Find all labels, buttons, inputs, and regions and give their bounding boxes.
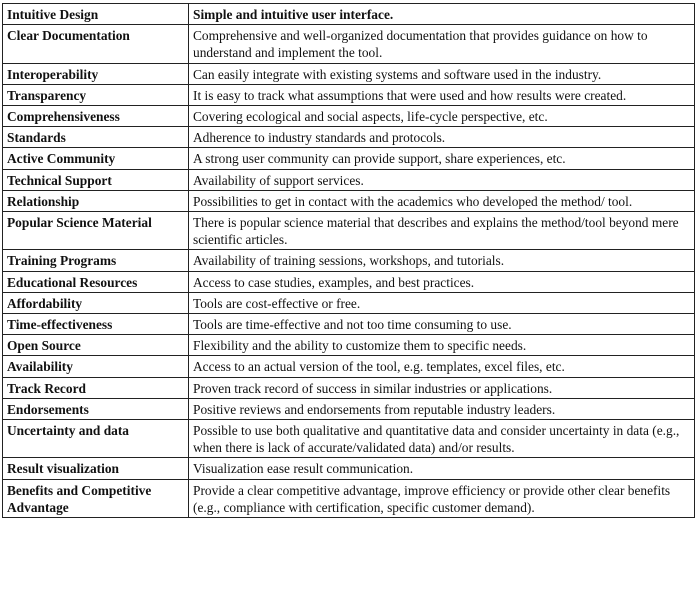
description-cell: Tools are cost-effective or free. <box>189 292 695 313</box>
table-row <box>3 190 695 211</box>
description-cell: Can easily integrate with existing systems and software used in the industry. <box>189 63 695 84</box>
table-row <box>3 314 695 335</box>
description-cell: Possibilities to get in contact with the academics who developed the method/ tool. <box>189 190 695 211</box>
table-row <box>3 377 695 398</box>
description-cell: It is easy to track what assumptions that were used and how results were created. <box>189 84 695 105</box>
table-row <box>3 4 695 25</box>
criterion-cell: Active Community <box>3 148 189 169</box>
description-cell: Visualization ease result communication. <box>189 458 695 479</box>
table-row <box>3 479 695 517</box>
criterion-cell: Educational Resources <box>3 271 189 292</box>
description-cell: Access to case studies, examples, and best practices. <box>189 271 695 292</box>
table-row <box>3 398 695 419</box>
criteria-table <box>2 3 695 518</box>
criterion-cell: Comprehensiveness <box>3 106 189 127</box>
description-cell: Possible to use both qualitative and quantitative data and consider uncertainty in data (e.g., when there is lack of accurate/validated data) and/or results. <box>189 420 695 458</box>
criteria-table-body <box>3 4 695 518</box>
description-cell: Covering ecological and social aspects, life-cycle perspective, etc. <box>189 106 695 127</box>
table-row <box>3 292 695 313</box>
criterion-cell: Availability <box>3 356 189 377</box>
criterion-cell: Training Programs <box>3 250 189 271</box>
criterion-cell: Transparency <box>3 84 189 105</box>
criterion-cell: Time-effectiveness <box>3 314 189 335</box>
criterion-cell: Intuitive Design <box>3 4 189 25</box>
description-cell: Provide a clear competitive advantage, improve efficiency or provide other clear benefits (e.g., compliance with certification, specific customer demand). <box>189 479 695 517</box>
criterion-cell: Popular Science Material <box>3 212 189 250</box>
description-cell: Simple and intuitive user interface. <box>189 4 695 25</box>
table-row <box>3 25 695 63</box>
table-row <box>3 212 695 250</box>
table-row <box>3 63 695 84</box>
description-cell: Adherence to industry standards and protocols. <box>189 127 695 148</box>
description-cell: There is popular science material that describes and explains the method/tool beyond mere scientific articles. <box>189 212 695 250</box>
criterion-cell: Clear Documentation <box>3 25 189 63</box>
criterion-cell: Interoperability <box>3 63 189 84</box>
description-cell: A strong user community can provide support, share experiences, etc. <box>189 148 695 169</box>
table-row <box>3 106 695 127</box>
description-cell: Tools are time-effective and not too time consuming to use. <box>189 314 695 335</box>
description-cell: Access to an actual version of the tool, e.g. templates, excel files, etc. <box>189 356 695 377</box>
description-cell: Flexibility and the ability to customize them to specific needs. <box>189 335 695 356</box>
description-cell: Availability of training sessions, workshops, and tutorials. <box>189 250 695 271</box>
criterion-cell: Open Source <box>3 335 189 356</box>
table-row <box>3 250 695 271</box>
description-cell: Proven track record of success in similar industries or applications. <box>189 377 695 398</box>
criterion-cell: Technical Support <box>3 169 189 190</box>
table-row <box>3 271 695 292</box>
table-row <box>3 148 695 169</box>
table-row <box>3 169 695 190</box>
description-cell: Availability of support services. <box>189 169 695 190</box>
criterion-cell: Result visualization <box>3 458 189 479</box>
criterion-cell: Track Record <box>3 377 189 398</box>
table-row <box>3 356 695 377</box>
criterion-cell: Standards <box>3 127 189 148</box>
criterion-cell: Endorsements <box>3 398 189 419</box>
description-cell: Positive reviews and endorsements from reputable industry leaders. <box>189 398 695 419</box>
table-row <box>3 458 695 479</box>
criterion-cell: Affordability <box>3 292 189 313</box>
criterion-cell: Relationship <box>3 190 189 211</box>
table-row <box>3 420 695 458</box>
criterion-cell: Benefits and Competitive Advantage <box>3 479 189 517</box>
table-row <box>3 335 695 356</box>
table-row <box>3 84 695 105</box>
description-cell: Comprehensive and well-organized documentation that provides guidance on how to understand and implement the tool. <box>189 25 695 63</box>
criterion-cell: Uncertainty and data <box>3 420 189 458</box>
table-row <box>3 127 695 148</box>
